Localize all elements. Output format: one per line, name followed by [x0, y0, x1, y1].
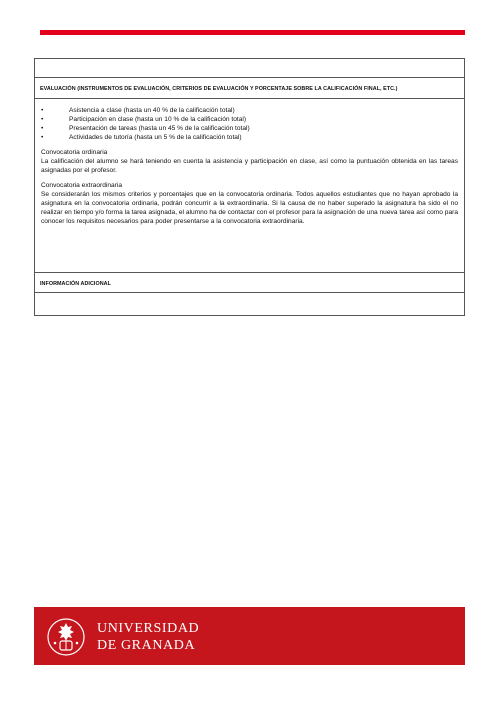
additional-info-section	[34, 272, 465, 293]
evaluation-title: EVALUACIÓN (INSTRUMENTOS DE EVALUACIÓN, CRITERIOS DE EVALUACIÓN Y PORCENTAJE SOBRE LA CALIFICACIÓN FINAL, ETC.)	[35, 78, 464, 99]
evaluation-section	[34, 77, 465, 273]
header-accent-bar	[40, 30, 465, 35]
list-item: • Actividades de tutoría (hasta un 5 % de la calificación total)	[41, 133, 458, 142]
footer-banner	[34, 607, 465, 665]
extraordinaria-text: Se considerarán los mismos criterios y porcentajes que en la convocatoria ordinaria. Todos aquellos estudiantes que no hayan aprobado la asignatura en la convocatoria ordinaria, podrán concurrir a la extraordinaria. Si la causa de no haber superado la asignatura ha sido el no realizar en tiempo y/o forma la tarea asignada, el alumno ha de contactar con el profesor para la asignación de una nueva tarea así como para conocer los requisitos necesarios para poder presentarse a la convocatoria extraordinaria.	[41, 191, 458, 225]
university-seal-icon	[46, 617, 86, 657]
university-name-line2: DE GRANADA	[97, 638, 196, 653]
list-item: • Participación en clase (hasta un 10 % de la calificación total)	[41, 115, 458, 124]
additional-info-body	[34, 292, 465, 316]
evaluation-criteria-list	[41, 106, 458, 142]
university-name-line1: UNIVERSIDAD	[97, 621, 200, 636]
extraordinaria-block	[41, 181, 458, 226]
evaluation-content	[35, 99, 464, 226]
ordinaria-block	[41, 148, 458, 175]
ordinaria-text: La calificación del alumno se hará teniendo en cuenta la asistencia y participación en clase, así como la puntuación obtenida en las tareas asignadas por el profesor.	[41, 158, 458, 174]
extraordinaria-heading: Convocatoria extraordinaria	[41, 182, 122, 189]
additional-info-title: INFORMACIÓN ADICIONAL	[40, 281, 111, 287]
list-item: • Asistencia a clase (hasta un 40 % de la calificación total)	[41, 106, 458, 115]
empty-top-row	[34, 58, 465, 78]
ordinaria-heading: Convocatoria ordinaria	[41, 149, 108, 156]
list-item: • Presentación de tareas (hasta un 45 % de la calificación total)	[41, 124, 458, 133]
